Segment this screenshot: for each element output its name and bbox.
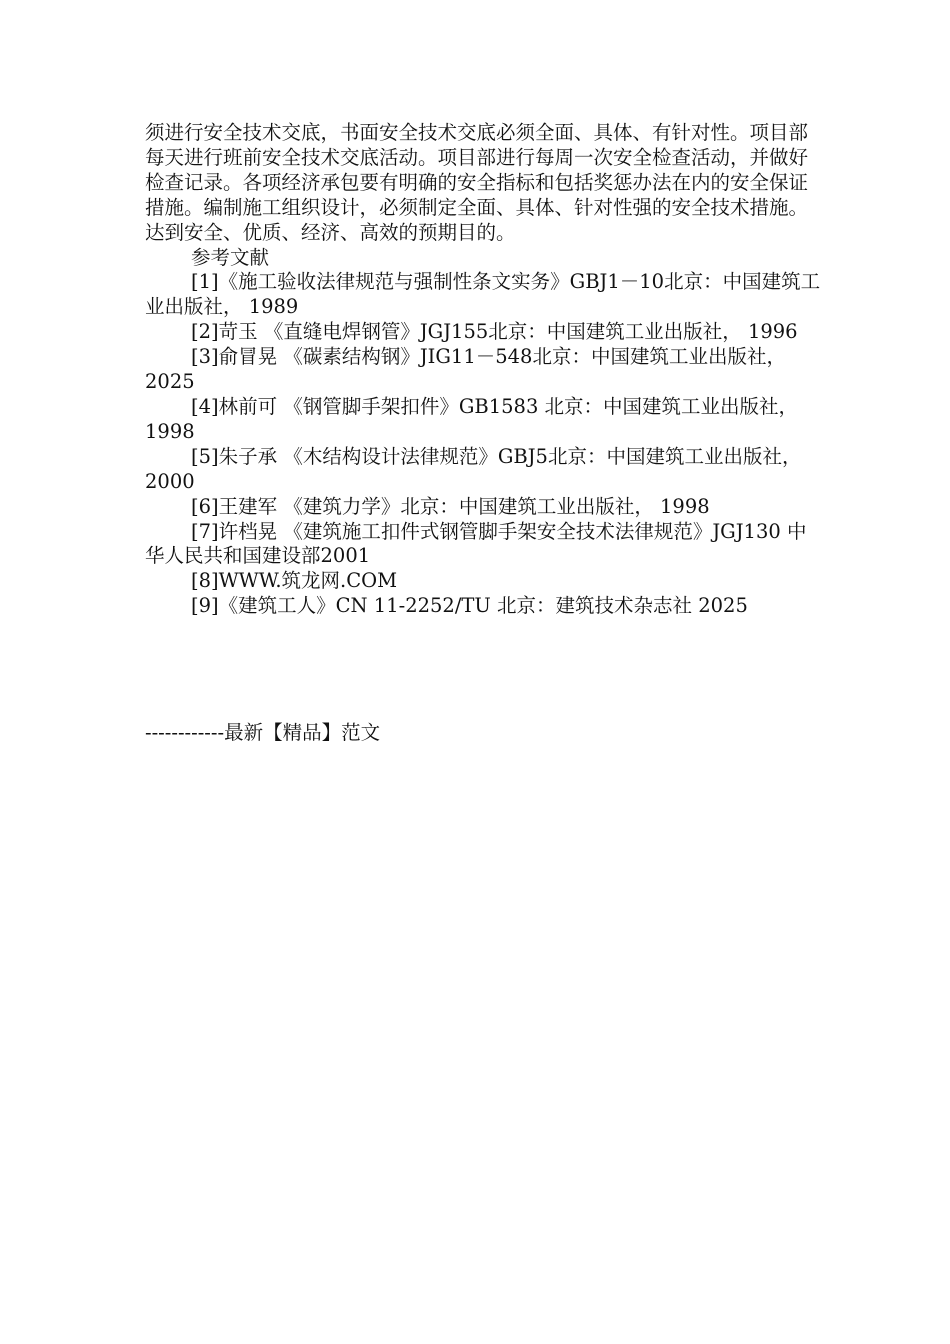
safety-paragraph: 须进行安全技术交底，书面安全技术交底必须全面、具体、有针对性。项目部每天进行班前安全技术交底活动。项目部进行每周一次安全检查活动，并做好检查记录。各项经济承包要有明确的安全指标和包括奖惩办法在内的安全保证措施。编制施工组织设计，必须制定全面、具体、针对性强的安全技术措施。达到安全、优质、经济、高效的预期目的。: [145, 121, 809, 244]
footer-tagline: ------------最新【精品】范文: [145, 721, 381, 744]
reference-item-9: [9]《建筑工人》CN 11-2252/TU 北京：建筑技术杂志社 2025: [191, 594, 748, 618]
reference-item-1: [1]《施工验收法律规范与强制性条文实务》GBJ1－10北京：中国建筑工业出版社， 1989: [145, 270, 821, 319]
reference-item-7: [7]许档晃 《建筑施工扣件式钢管脚手架安全技术法律规范》JGJ130 中华人民共和国建设部2001: [145, 519, 807, 568]
reference-item-5: [5]朱子承 《木结构设计法律规范》GBJ5北京：中国建筑工业出版社， 2000: [145, 444, 808, 493]
references-heading: 参考文献: [191, 245, 270, 269]
reference-item-3: [3]俞冒晃 《碳素结构钢》JIG11－548北京：中国建筑工业出版社， 2025: [145, 345, 793, 394]
reference-item-8: [8]WWW.筑龙网.COM: [191, 569, 398, 593]
reference-item-4: [4]林前可 《钢管脚手架扣件》GB1583 北京：中国建筑工业出版社， 1998: [145, 394, 805, 443]
reference-item-6: [6]王建军 《建筑力学》北京：中国建筑工业出版社， 1998: [191, 494, 710, 518]
document-body: [145, 121, 825, 619]
reference-item-2: [2]苛玉 《直缝电焊钢管》JGJ155北京：中国建筑工业出版社， 1996: [191, 320, 798, 344]
